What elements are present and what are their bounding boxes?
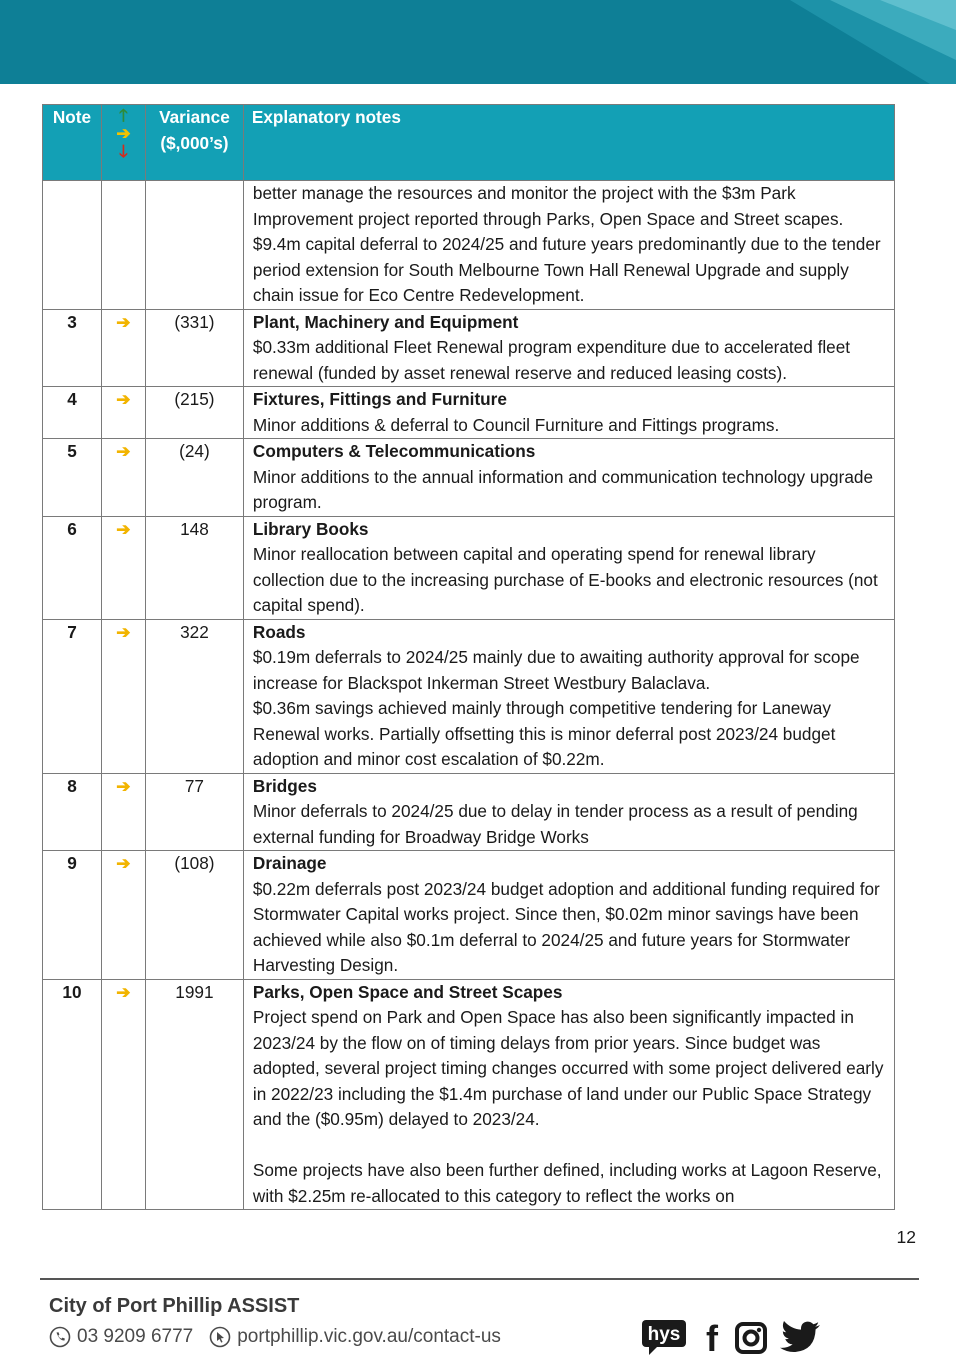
row-category-title: Plant, Machinery and Equipment [252, 311, 519, 332]
table-row [43, 309, 895, 387]
row-category-title: Library Books [252, 518, 369, 539]
row-explanation [243, 439, 894, 517]
row-trend-arrow: ➔ [101, 979, 145, 1210]
row-note: 7 [43, 619, 102, 773]
row-trend-arrow: ➔ [101, 619, 145, 773]
row-note: 10 [43, 979, 102, 1210]
row-explanation-text [253, 1133, 886, 1159]
row-variance: (24) [145, 439, 243, 517]
facebook-icon[interactable] [701, 1320, 723, 1361]
row-category-title: Parks, Open Space and Street Scapes [252, 981, 563, 1002]
row-explanation [243, 309, 894, 387]
table-row [43, 851, 895, 980]
table-row [43, 979, 895, 1210]
row-explanation [243, 619, 894, 773]
row-variance: 1991 [145, 979, 243, 1210]
row-note: 8 [43, 773, 102, 851]
row-explanation [243, 773, 894, 851]
row-explanation-text: Minor deferrals to 2024/25 due to delay in tender process as a result of pending external funding for Broadway Bridge Works [252, 801, 858, 847]
row-note: 5 [43, 439, 102, 517]
row-explanation [243, 387, 894, 439]
row-explanation [243, 851, 894, 980]
header-banner [0, 0, 956, 84]
row-note: 3 [43, 309, 102, 387]
header-explanatory: Explanatory notes [243, 105, 894, 181]
row-variance: 148 [145, 516, 243, 619]
row-explanation-text: Minor additions & deferral to Council Furniture and Fittings programs. [252, 414, 780, 435]
row-explanation [243, 181, 894, 310]
row-explanation-text: $0.19m deferrals to 2024/25 mainly due to awaiting authority approval for scope increase for Blackspot Inkerman Street Westbury Balaclava. [252, 647, 860, 693]
header-variance-line1: Variance [159, 107, 230, 127]
row-explanation-text: Minor reallocation between capital and operating spend for renewal library collection due to the increasing purchase of E-books and electronic resources (not capital spend). [252, 544, 878, 615]
row-note: 6 [43, 516, 102, 619]
header-variance-line2: ($,000’s) [160, 132, 229, 153]
page-number: 12 [896, 1227, 916, 1247]
table-row [43, 619, 895, 773]
row-explanation [243, 516, 894, 619]
footer-phone[interactable]: 03 9209 6777 [77, 1326, 194, 1347]
twitter-icon[interactable] [779, 1321, 821, 1360]
row-trend-arrow: ➔ [101, 516, 145, 619]
row-trend-arrow [101, 181, 145, 310]
row-explanation-text: better manage the resources and monitor the project with the $3m Park Improvement project reported through Parks, Open Space and Street scapes. $9.4m capital deferral to 2024/25 and future years predominantly due to the tender period extension for South Melbourne Town Hall Renewal Upgrade and supply chain issue for Eco Centre Redevelopment. [252, 183, 881, 305]
row-variance: 77 [145, 773, 243, 851]
facebook-label: f [706, 1320, 718, 1356]
row-explanation-text: $0.36m savings achieved mainly through competitive tendering for Laneway Renewal works. Partially offsetting this is minor deferral post 2023/24 budget adoption and minor cost escalation of $0.22m. [252, 698, 836, 769]
row-explanation-text: Some projects have also been further defined, including works at Lagoon Reserve, with $2.25m re-allocated to this category to reflect the works on [252, 1160, 882, 1206]
row-explanation [243, 979, 894, 1210]
header-trend [101, 105, 145, 181]
row-explanation-text: Minor additions to the annual information and communication technology upgrade program. [252, 466, 873, 512]
banner-decoration [0, 0, 956, 84]
hys-icon[interactable] [641, 1318, 689, 1363]
arrow-up-icon: 🡑 [119, 106, 128, 125]
row-note [43, 181, 102, 310]
footer-title: City of Port Phillip ASSIST [49, 1295, 300, 1317]
row-variance: 322 [145, 619, 243, 773]
table-row [43, 439, 895, 517]
row-category-title: Fixtures, Fittings and Furniture [252, 389, 507, 409]
row-trend-arrow: ➔ [101, 851, 145, 980]
row-trend-arrow: ➔ [101, 387, 145, 439]
table-row [43, 387, 895, 439]
header-note: Note [43, 105, 102, 181]
row-variance: (331) [145, 309, 243, 387]
arrow-right-icon: ➔ [116, 124, 131, 143]
row-note: 4 [43, 387, 102, 439]
table-row [43, 181, 895, 310]
row-trend-arrow: ➔ [101, 439, 145, 517]
social-links [641, 1318, 833, 1363]
table-row [43, 516, 895, 619]
footer-divider [40, 1278, 919, 1280]
variance-notes-table [42, 104, 895, 1210]
footer-website[interactable]: portphillip.vic.gov.au/contact-us [237, 1326, 501, 1347]
table-row [43, 773, 895, 851]
row-variance [145, 181, 243, 310]
arrow-down-icon: 🡓 [119, 142, 128, 161]
row-category-title: Computers & Telecommunications [252, 441, 536, 461]
row-variance: (108) [145, 851, 243, 980]
cursor-icon [209, 1326, 231, 1348]
header-variance [145, 105, 243, 181]
footer-contact [49, 1326, 501, 1348]
row-explanation-text: $0.33m additional Fleet Renewal program expenditure due to accelerated fleet renewal (funded by asset renewal reserve and reduced leasing costs). [252, 337, 851, 383]
row-category-title: Bridges [252, 775, 317, 796]
row-category-title: Roads [252, 621, 306, 642]
row-category-title: Drainage [252, 853, 327, 873]
row-trend-arrow: ➔ [101, 309, 145, 387]
phone-icon [49, 1326, 71, 1348]
row-explanation-text: $0.22m deferrals post 2023/24 budget adoption and additional funding required for Stormwater Capital works project. Since then, $0.02m minor savings have been achieved while also $0.1m deferral to 2024/25 and future years for Stormwater Harvesting Design. [252, 878, 880, 975]
instagram-icon[interactable] [735, 1322, 767, 1359]
hys-label: hys [647, 1324, 681, 1345]
row-explanation-text: Project spend on Park and Open Space has also been significantly impacted in 2023/24 by the flow on of timing delays from prior years. Since budget was adopted, several project timing changes occurred with some project delivered early in 2022/23 including the $1.4m purchase of land under our Public Space Strategy and the ($0.95m) delayed to 2023/24. [252, 1007, 884, 1129]
row-variance: (215) [145, 387, 243, 439]
table-header-row [43, 105, 895, 181]
row-note: 9 [43, 851, 102, 980]
row-trend-arrow: ➔ [101, 773, 145, 851]
